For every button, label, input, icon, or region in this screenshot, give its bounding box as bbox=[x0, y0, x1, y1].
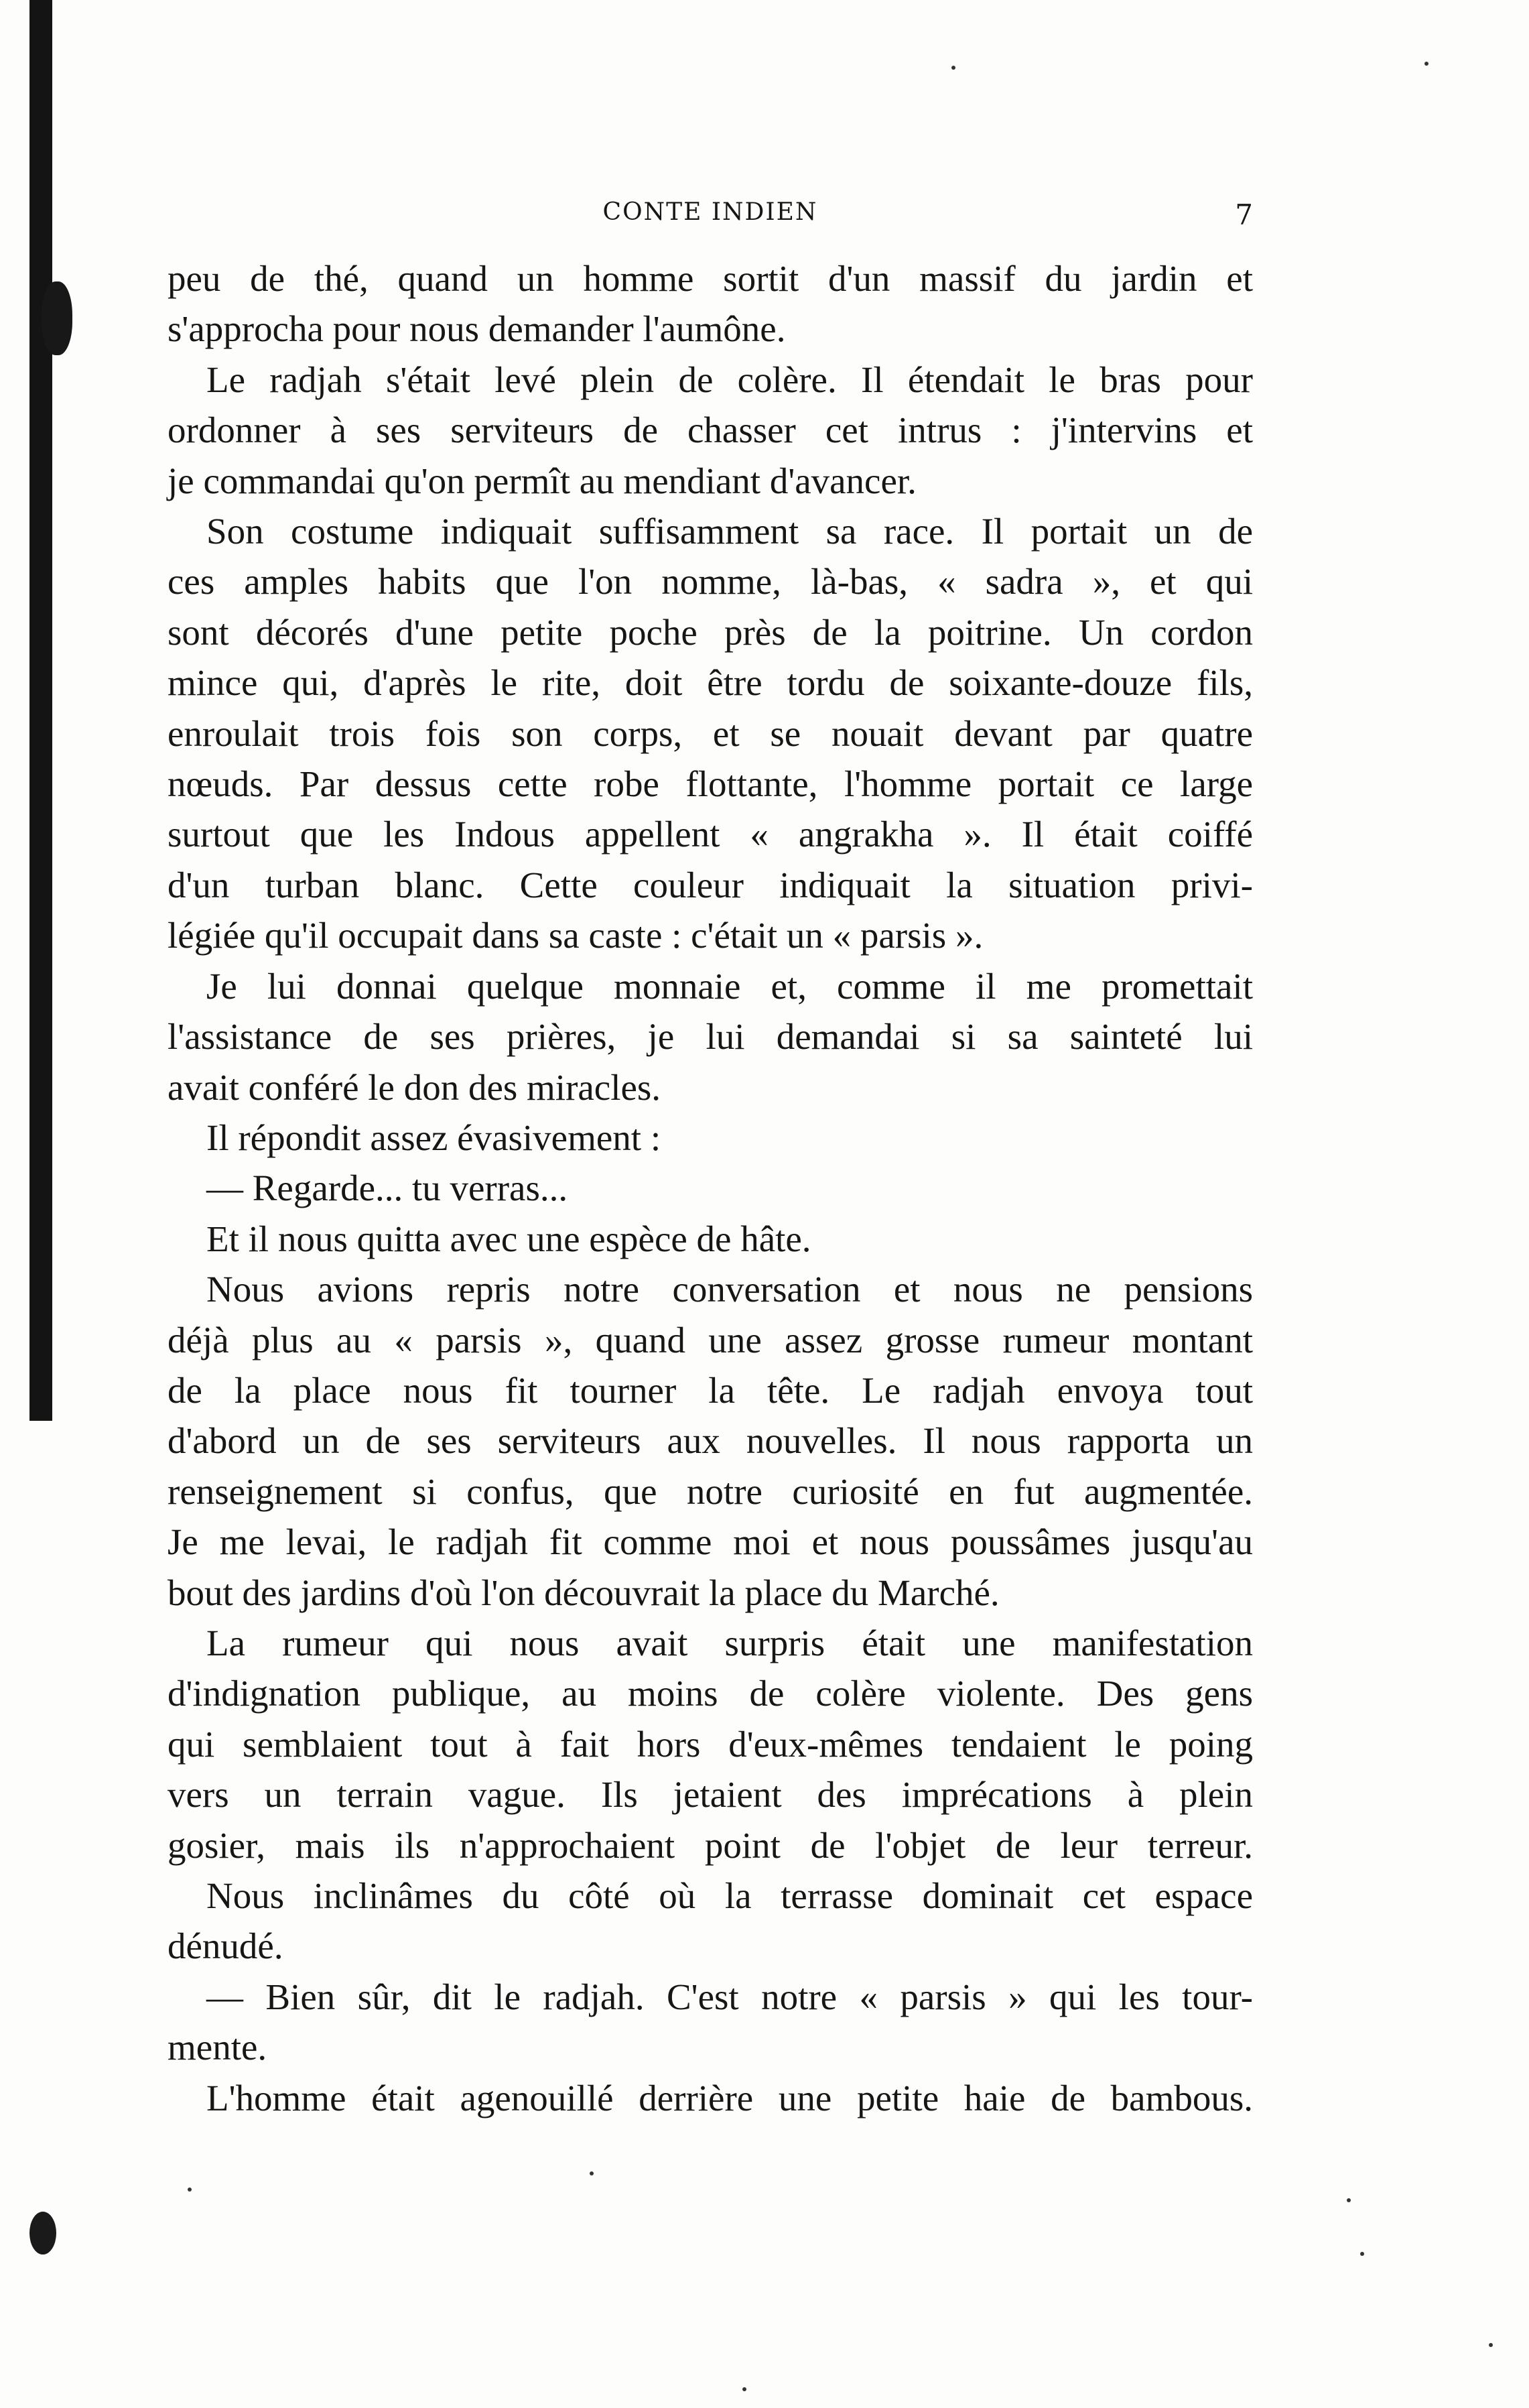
paragraph-first-line: L'homme était agenouillé derrière une petite haie de bambous. bbox=[206, 2077, 1253, 2118]
text-line: d'indignation publique, au moins de colère violente. Des gens bbox=[168, 1673, 1253, 1714]
text-line: l'assistance de ses prières, je lui demandai si sa sainteté lui bbox=[168, 1016, 1253, 1058]
text-line: renseignement si confus, que notre curiosité en fut augmentée. bbox=[168, 1470, 1253, 1512]
paper-speck bbox=[1360, 2252, 1364, 2256]
body-text bbox=[168, 253, 1253, 2123]
paragraph-first-line: Et il nous quitta avec une espèce de hâte. bbox=[206, 1218, 811, 1259]
margin-ink-blot bbox=[29, 2212, 56, 2255]
text-line: mente. bbox=[168, 2027, 267, 2068]
paragraph-first-line: La rumeur qui nous avait surpris était une manifestation bbox=[206, 1622, 1253, 1663]
paragraph-first-line: Son costume indiquait suffisamment sa race. Il portait un de bbox=[206, 511, 1253, 552]
text-line: déjà plus au « parsis », quand une assez grosse rumeur montant bbox=[168, 1319, 1253, 1360]
text-line: avait conféré le don des miracles. bbox=[168, 1066, 661, 1108]
text-line: nœuds. Par dessus cette robe flottante, l'homme portait ce large bbox=[168, 763, 1253, 805]
text-line: d'abord un de ses serviteurs aux nouvelles. Il nous rapporta un bbox=[168, 1420, 1253, 1462]
text-line: d'un turban blanc. Cette couleur indiquait la situation privi- bbox=[168, 864, 1253, 905]
paper-speck bbox=[742, 2387, 746, 2391]
text-line: bout des jardins d'où l'on découvrait la place du Marché. bbox=[168, 1572, 1000, 1613]
text-line: surtout que les Indous appellent « angrakha ». Il était coiffé bbox=[168, 814, 1253, 855]
paper-speck bbox=[1347, 2198, 1351, 2202]
text-line: s'approcha pour nous demander l'aumône. bbox=[168, 308, 786, 350]
paper-speck bbox=[188, 2188, 192, 2192]
text-line: enroulait trois fois son corps, et se nouait devant par quatre bbox=[168, 712, 1253, 754]
text-line: gosier, mais ils n'approchaient point de l'objet de leur terreur. bbox=[168, 1824, 1253, 1866]
binding-edge bbox=[29, 0, 52, 1421]
paper-speck bbox=[1424, 62, 1428, 66]
text-line: qui semblaient tout à fait hors d'eux-mêmes tendaient le poing bbox=[168, 1723, 1253, 1765]
paragraph-first-line: Je lui donnai quelque monnaie et, comme il me promettait bbox=[206, 965, 1253, 1007]
text-line: je commandai qu'on permît au mendiant d'avancer. bbox=[168, 460, 917, 501]
text-line: ces amples habits que l'on nomme, là-bas, « sadra », et qui bbox=[168, 561, 1253, 603]
text-line: légiée qu'il occupait dans sa caste : c'était un « parsis ». bbox=[168, 915, 984, 956]
text-line: sont décorés d'une petite poche près de la poitrine. Un cordon bbox=[168, 611, 1253, 653]
text-line: dénudé. bbox=[168, 1925, 283, 1967]
binding-ink-mark bbox=[42, 281, 72, 355]
page-number: 7 bbox=[1235, 198, 1253, 231]
running-title: CONTE INDIEN bbox=[602, 198, 818, 226]
paragraph-first-line: Nous avions repris notre conversation et nous ne pensions bbox=[206, 1269, 1253, 1310]
text-line: peu de thé, quand un homme sortit d'un massif du jardin et bbox=[168, 258, 1253, 299]
text-line: de la place nous fit tourner la tête. Le radjah envoya tout bbox=[168, 1369, 1253, 1411]
paper-speck bbox=[590, 2171, 594, 2175]
dialogue-line: — Regarde... tu verras... bbox=[206, 1167, 568, 1209]
text-line: Je me levai, le radjah fit comme moi et nous poussâmes jusqu'au bbox=[168, 1521, 1253, 1563]
page-header bbox=[168, 198, 1253, 241]
text-line: mince qui, d'après le rite, doit être tordu de soixante-douze fils, bbox=[168, 662, 1253, 704]
paper-speck bbox=[1489, 2343, 1493, 2347]
paragraph-first-line: Nous inclinâmes du côté où la terrasse dominait cet espace bbox=[206, 1875, 1253, 1916]
paper-speck bbox=[951, 66, 955, 70]
text-line: vers un terrain vague. Ils jetaient des imprécations à plein bbox=[168, 1774, 1253, 1816]
dialogue-line: — Bien sûr, dit le radjah. C'est notre « parsis » qui les tour- bbox=[206, 1976, 1253, 2017]
text-line: ordonner à ses serviteurs de chasser cet intrus : j'intervins et bbox=[168, 409, 1253, 451]
paragraph-first-line: Le radjah s'était levé plein de colère. Il étendait le bras pour bbox=[206, 359, 1253, 400]
paragraph-first-line: Il répondit assez évasivement : bbox=[206, 1117, 661, 1158]
